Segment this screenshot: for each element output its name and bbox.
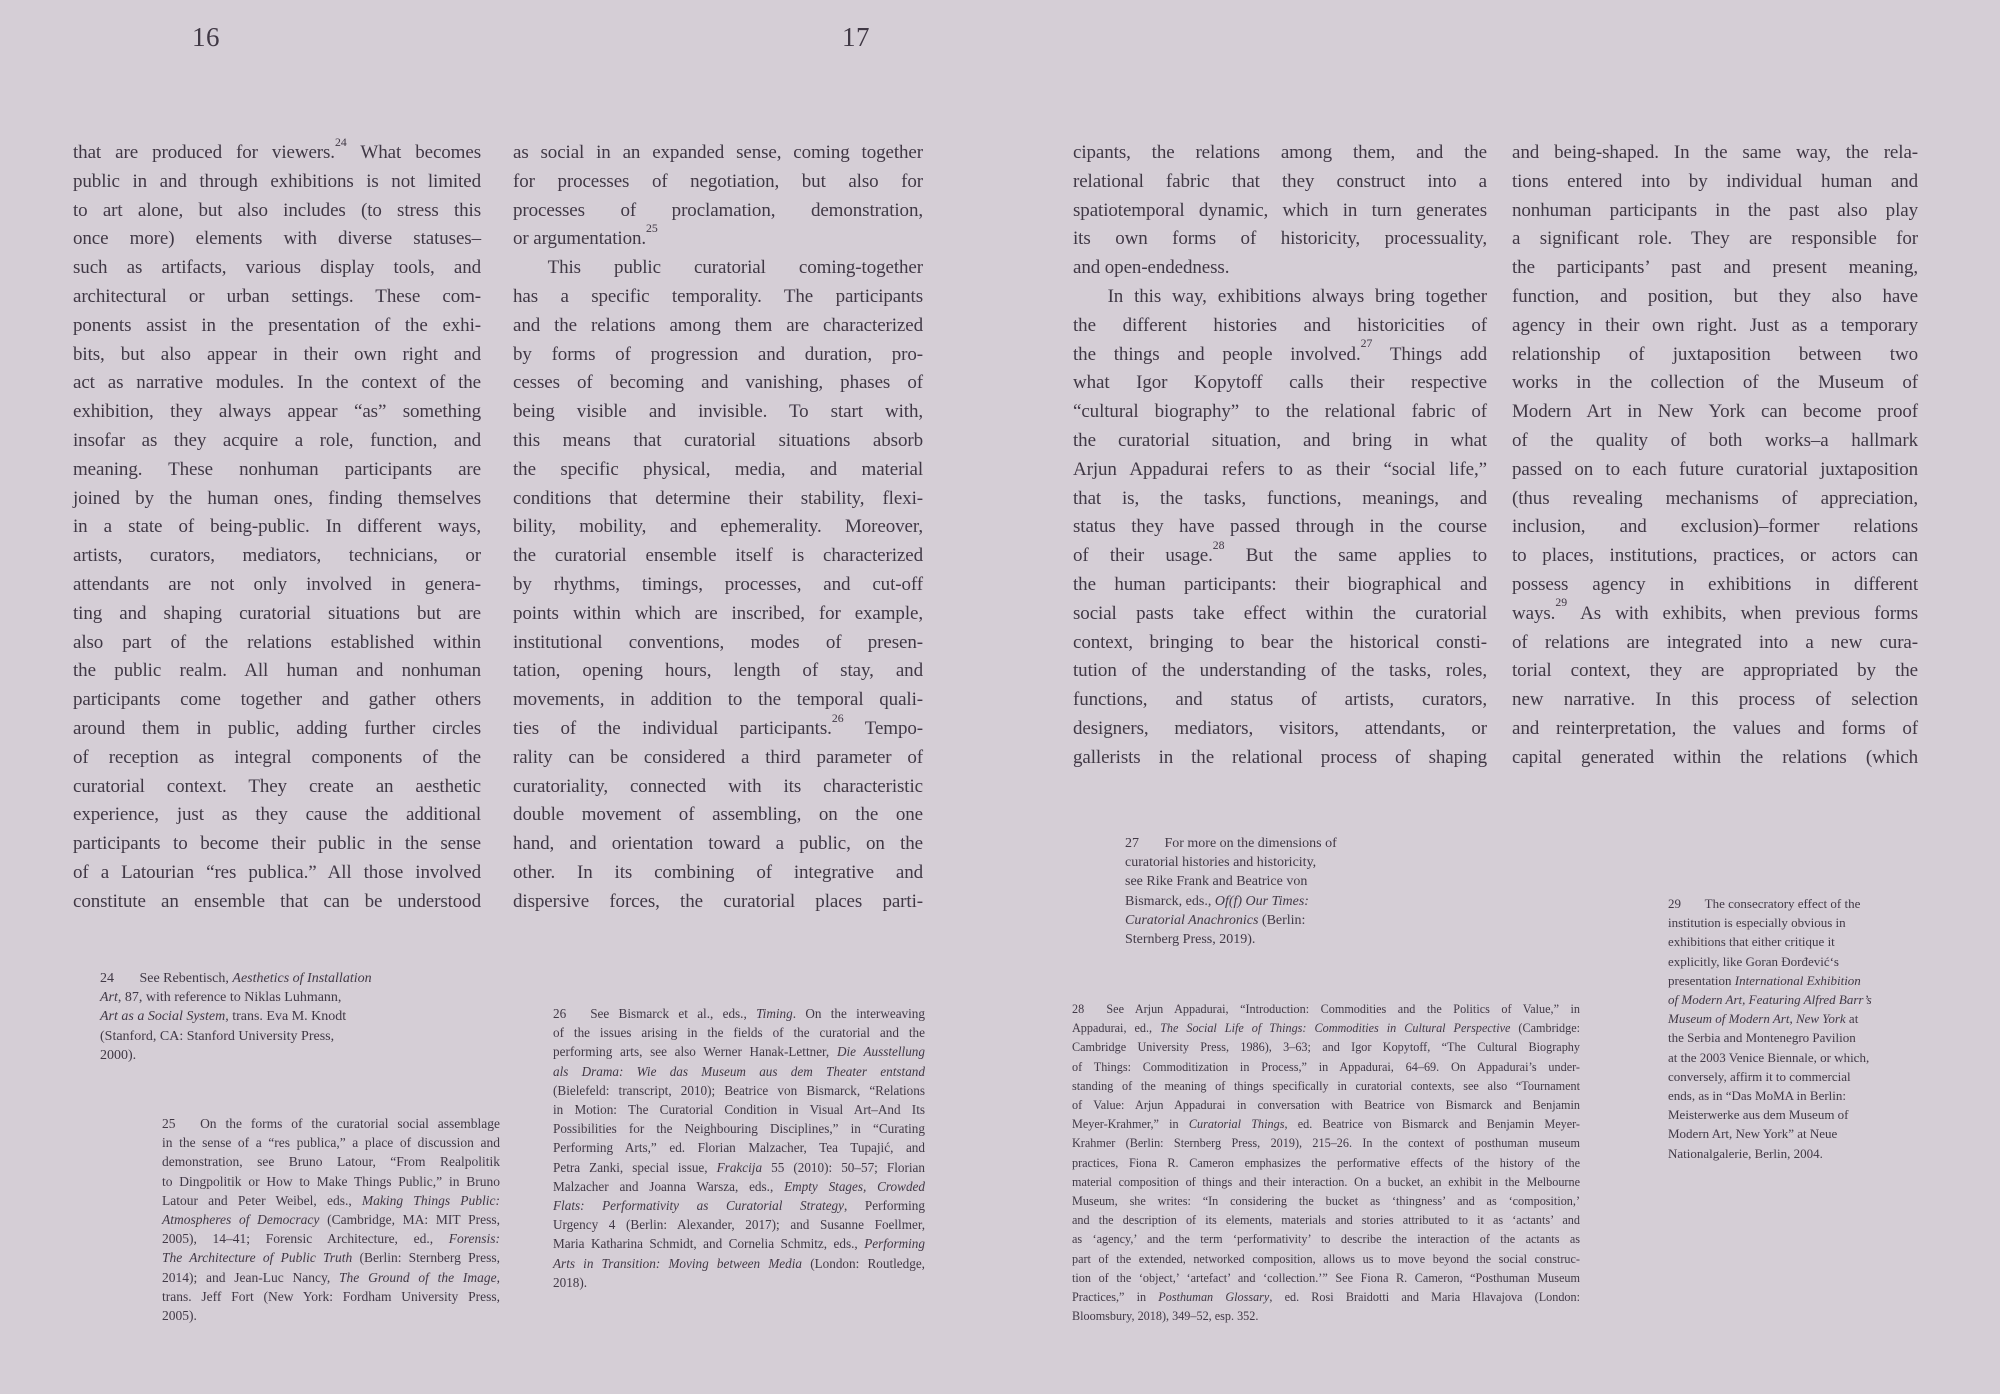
text-line: or argumentation.$^{25}$ [513,222,658,250]
text-line: explicitly, like Goran Đorđević‘s [1668,953,1839,969]
text-line: for processes of negotiation, but also for [513,170,923,192]
text-line: inclusion, and exclusion)–former relations [1512,516,1918,538]
text-line: Possibilities for the Neighbouring Disciplines,” in “Curating [553,1121,925,1137]
text-line: meaning. These nonhuman participants are [73,458,481,480]
text-line: rality can be considered a third parameter of [513,746,923,768]
text-line: status they have passed through in the course [1073,516,1487,538]
text-line: double movement of assembling, on the one [513,804,923,826]
text-line: curatorial histories and historicity, [1125,855,1317,871]
text-line: in Motion: The Curatorial Condition in Visual Art–And Its [553,1102,925,1118]
text-line: Nationalgalerie, Berlin, 2004. [1668,1145,1823,1161]
text-line: demonstration, see Bruno Latour, “From Realpolitik [162,1154,500,1170]
text-line: tution of the understanding of the tasks, roles, [1073,660,1487,682]
text-line: Arts in Transition: Moving between Media (London: Routledge, [553,1255,925,1271]
text-line: ways.$^{29}$ As with exhibits, when previous forms [1512,596,1918,624]
text-line: functions, and status of artists, curators, [1073,689,1487,711]
text-line: cesses of becoming and vanishing, phases of [513,372,923,394]
text-line: 2005). [162,1308,197,1324]
text-line: and open-endedness. [1073,257,1230,279]
text-line: what Igor Kopytoff calls their respective [1073,372,1487,394]
text-line: Museum, she writes: “In considering the bucket as ‘thingness’ and as ‘composition,’ [1072,1194,1580,1209]
text-line: Bloomsbury, 2018), 349–52, esp. 352. [1072,1309,1259,1324]
text-line: possess agency in exhibitions in different [1512,573,1918,595]
text-line: In this way, exhibitions always bring together [1107,285,1487,307]
text-line: being visible and invisible. To start with, [513,401,923,423]
text-line: context, bringing to bear the historical consti- [1073,631,1487,653]
footnote-24 [100,969,402,1065]
text-line: 29 The consecratory effect of the [1668,896,1861,911]
text-line: Appadurai, ed., The Social Life of Things: Commodities in Cultural Perspective (Cambridge: [1072,1021,1580,1036]
text-line: spatiotemporal dynamic, which in turn generates [1073,199,1487,221]
text-line: new narrative. In this process of selection [1512,689,1918,711]
text-line: and being-shaped. In the same way, the rela- [1512,142,1918,163]
text-line: other. In its combining of integrative and [513,861,923,883]
text-line: once more) elements with diverse statuses– [73,228,481,250]
text-line: of Things: Commoditization in Process,” in Appadurai, 64–69. On Appadurai’s under- [1072,1059,1580,1074]
text-line: designers, mediators, visitors, attendants, or [1073,717,1487,739]
text-line: tions entered into by individual human and [1512,170,1918,192]
text-line: by rhythms, timings, processes, and cut-off [513,573,923,595]
text-line: Modern Art in New York can become proof [1512,401,1918,423]
text-column-2 [513,139,923,917]
text-line: at the 2003 Venice Biennale, or which, [1668,1049,1870,1065]
text-line: bility, mobility, and ephemerality. Moreover, [513,516,923,538]
text-line: as ‘agency,’ and the term ‘performativity’ to describe the interaction of the actants as [1072,1232,1580,1247]
text-line: of reception as integral components of the [73,746,481,768]
text-line: public in and through exhibitions is not limited [73,170,481,192]
text-line: Curatorial Anachronics (Berlin: [1125,912,1306,928]
text-line: exhibitions that either critique it [1668,934,1835,950]
text-line: Meisterwerke aus dem Museum of [1668,1107,1849,1123]
text-line: processes of proclamation, demonstration, [513,199,923,221]
text-column-1 [73,135,481,917]
text-line: around them in public, adding further circles [73,717,481,739]
text-line: and the relations among them are characterized [513,314,923,336]
text-line: as social in an expanded sense, coming together [513,142,923,163]
footnote-27 [1125,834,1365,949]
text-line: 28 See Arjun Appadurai, “Introduction: Commodities and the Politics of Value,” in [1072,1002,1580,1016]
text-line: hand, and orientation toward a public, on the [513,833,923,855]
text-line: in the sense of a “res publica,” a place of discussion and [162,1135,500,1151]
text-line: joined by the human ones, finding themselves [73,487,481,509]
text-line: tion of the ‘object,’ ‘artefact’ and ‘collection.’” See Fiona R. Cameron, “Posthuman Museum [1072,1270,1580,1285]
text-line: to places, institutions, practices, or actors can [1512,545,1918,567]
text-line: 24 See Rebentisch, Aesthetics of Installation [100,971,372,986]
footnote-29 [1668,894,1898,1163]
text-line: movements, in addition to the temporal quali- [513,689,923,711]
text-line: nonhuman participants in the past also play [1512,199,1918,221]
text-line: the human participants: their biographical and [1073,573,1487,595]
text-line: (Bielefeld: transcript, 2010); Beatrice von Bismarck, “Relations [553,1082,925,1098]
text-line: 2018). [553,1274,588,1290]
text-line: Arjun Appadurai refers to as their “social life,” [1073,458,1487,480]
text-line: the things and people involved.$^{27}$ Things add [1073,337,1487,365]
text-line: insofar as they acquire a role, function, and [73,429,481,451]
text-line: Latour and Peter Weibel, eds., Making Things Public: [162,1192,500,1208]
page-number-16: 16 [192,22,220,52]
text-line: Art as a Social System, trans. Eva M. Knodt [100,1009,347,1025]
text-line: 2000). [100,1047,137,1063]
text-line: passed on to each future curatorial juxtaposition [1512,458,1918,480]
text-line: ends, as in “Das MoMA in Berlin: [1668,1088,1847,1104]
text-line: experience, just as they cause the additional [73,804,481,826]
text-line: Bismarck, eds., Of(f) Our Times: [1125,893,1309,909]
text-line: works in the collection of the Museum of [1512,372,1918,394]
text-line: of the issues arising in the fields of the curatorial and the [553,1025,925,1041]
text-line: institutional conventions, modes of presen- [513,631,923,653]
text-line: of relations are integrated into a new cura- [1512,631,1918,653]
text-line: exhibition, they always appear “as” something [73,401,481,423]
text-line: that is, the tasks, functions, meanings, and [1073,487,1487,509]
text-line: The Architecture of Public Truth (Berlin: Sternberg Press, [162,1250,500,1266]
text-line: Meyer-Krahmer,” in Curatorial Things, ed. Beatrice von Bismarck and Benjamin Meyer- [1072,1117,1580,1132]
text-line: the participants’ past and present meaning, [1512,257,1918,279]
text-line: (Stanford, CA: Stanford University Press, [100,1028,335,1044]
text-line: relational fabric that they construct into a [1073,170,1487,192]
text-line: Petra Zanki, special issue, Frakcija 55 (2010): 50–57; Florian [553,1159,925,1175]
text-line: social pasts take effect within the curatorial [1073,602,1487,624]
text-line: Sternberg Press, 2019). [1125,932,1256,948]
text-line: the specific physical, media, and material [513,458,923,480]
text-line: institution is especially obvious in [1668,915,1846,931]
text-line: the Serbia and Montenegro Pavilion [1668,1030,1856,1046]
page-number-17: 17 [842,22,870,52]
text-line: Malzacher and Joanna Warsza, eds., Empty Stages, Crowded [553,1178,925,1194]
text-line: standing of the meaning of things specifically in curatorial contexts, see also “Tournament [1072,1078,1580,1093]
footnote-26 [553,1004,925,1292]
text-line: ponents assist in the presentation of the exhi- [73,314,481,336]
text-line: dispersive forces, the curatorial places parti- [513,890,923,912]
text-line: the curatorial ensemble itself is characterized [513,545,923,567]
text-line: Flats: Performativity as Curatorial Strategy, Performing [553,1198,925,1214]
text-line: the curatorial situation, and bring in what [1073,429,1487,451]
text-line: conversely, affirm it to commercial [1668,1068,1851,1084]
text-line: relationship of juxtaposition between two [1512,343,1918,365]
text-line: part of the extended, networked composition, allows us to move beyond the social construc- [1072,1251,1580,1266]
text-line: the public realm. All human and nonhuman [73,660,481,682]
text-line: by forms of progression and duration, pro- [513,343,923,365]
text-line: its own forms of historicity, processuality, [1073,228,1487,250]
text-line: of Modern Art, Featuring Alfred Barr’s [1668,992,1872,1008]
text-line: bits, but also appear in their own right and [73,343,481,365]
text-line: material composition of things and their interaction. On a bucket, an exhibit in the Melbourne [1072,1174,1580,1189]
text-line: function, and position, but they also have [1512,285,1918,307]
text-line: 27 For more on the dimensions of [1125,836,1337,851]
text-line: als Drama: Wie das Museum aus dem Theater entstand [553,1063,925,1079]
text-line: 2005), 14–41; Forensic Architecture, ed., Forensis: [162,1231,500,1247]
text-line: presentation International Exhibition [1668,972,1861,988]
text-line: “cultural biography” to the relational fabric of [1073,401,1487,423]
text-line: also part of the relations established within [73,631,481,653]
text-line: attendants are not only involved in genera- [73,573,481,595]
text-line: participants to become their public in the sense [73,833,481,855]
text-line: 26 See Bismarck et al., eds., Timing. On the interweaving [553,1006,925,1021]
text-line: Art, 87, with reference to Niklas Luhmann, [100,990,342,1006]
text-line: a significant role. They are responsible for [1512,228,1918,250]
text-line: 2014); and Jean-Luc Nancy, The Ground of the Image, [162,1269,500,1285]
text-line: conditions that determine their stability, flexi- [513,487,923,509]
text-line: Cambridge University Press, 1986), 3–63; and Igor Kopytoff, “The Cultural Biography [1072,1040,1580,1055]
text-line: Museum of Modern Art, New York at [1668,1011,1859,1027]
text-line: artists, curators, mediators, technicians, or [73,545,481,567]
text-line: agency in their own right. Just as a temporary [1512,314,1918,336]
text-line: see Rike Frank and Beatrice von [1125,874,1308,890]
text-line: tation, opening hours, length of stay, and [513,660,923,682]
text-line: and the description of its elements, materials and stories attributed to it as ‘actants’ and [1072,1213,1580,1228]
text-line: ting and shaping curatorial situations but are [73,602,481,624]
text-line: of their usage.$^{28}$ But the same applies to [1073,538,1487,567]
text-line: that are produced for viewers.$^{24}$ What becomes [73,135,481,163]
text-line: points within which are inscribed, for example, [513,602,923,624]
text-line: torial context, they are appropriated by the [1512,660,1918,682]
text-line: in a state of being-public. In different ways, [73,516,481,538]
text-line: such as artifacts, various display tools, and [73,257,481,279]
text-line: this means that curatorial situations absorb [513,429,923,451]
text-line: of Value: Arjun Appadurai in conversation with Beatrice von Bismarck and Benjamin [1072,1098,1580,1113]
text-line: practices, Fiona R. Cameron emphasizes the performative effects of the history of the [1072,1155,1580,1170]
text-column-4 [1512,139,1918,773]
text-line: Performing Arts,” ed. Florian Malzacher, Tea Tupajić, and [553,1140,925,1156]
text-line: Urgency 4 (Berlin: Alexander, 2017); and Susanne Foellmer, [553,1217,925,1233]
footnote-28 [1072,1000,1580,1326]
text-line: has a specific temporality. The participants [513,285,923,307]
text-line: trans. Jeff Fort (New York: Fordham University Press, [162,1288,500,1304]
text-line: of the quality of both works–a hallmark [1512,429,1918,451]
text-line: cipants, the relations among them, and the [1073,142,1487,163]
text-line: and reinterpretation, the values and forms of [1512,717,1918,739]
text-line: of a Latourian “res publica.” All those involved [73,861,481,883]
text-line: the different histories and historicities of [1073,314,1487,336]
text-line: Atmospheres of Democracy (Cambridge, MA: MIT Press, [162,1212,500,1228]
text-line: 25 On the forms of the curatorial social assemblage [162,1116,500,1131]
text-line: performing arts, see also Werner Hanak-Lettner, Die Ausstellung [553,1044,925,1060]
text-line: to art alone, but also includes (to stress this [73,199,481,221]
text-line: constitute an ensemble that can be understood [73,890,481,912]
text-line: Practices,” in Posthuman Glossary, ed. Rosi Braidotti and Maria Hlavajova (London: [1072,1290,1581,1305]
text-line: gallerists in the relational process of shaping [1073,746,1487,768]
text-line: ties of the individual participants.$^{26}$ Tempo- [513,711,923,739]
text-line: (thus revealing mechanisms of appreciation, [1512,487,1918,509]
text-line: participants come together and gather others [73,689,481,711]
text-line: This public curatorial coming-together [547,257,923,279]
text-line: curatoriality, connected with its characteristic [513,775,923,797]
text-line: act as narrative modules. In the context of the [73,372,481,394]
text-line: capital generated within the relations (which [1512,746,1918,768]
text-line: architectural or urban settings. These com- [73,285,481,307]
footnote-25 [162,1114,500,1325]
text-line: to Dingpolitik or How to Make Things Public,” in Bruno [162,1173,500,1189]
text-line: Krahmer (Berlin: Sternberg Press, 2019), 215–26. In the context of posthuman museum [1072,1136,1580,1151]
text-line: Maria Katharina Schmidt, and Cornelia Schmitz, eds., Performing [553,1236,925,1252]
text-line: curatorial context. They create an aesthetic [73,775,481,797]
text-column-3 [1073,139,1487,773]
text-line: Modern Art, New York” at Neue [1668,1126,1838,1142]
